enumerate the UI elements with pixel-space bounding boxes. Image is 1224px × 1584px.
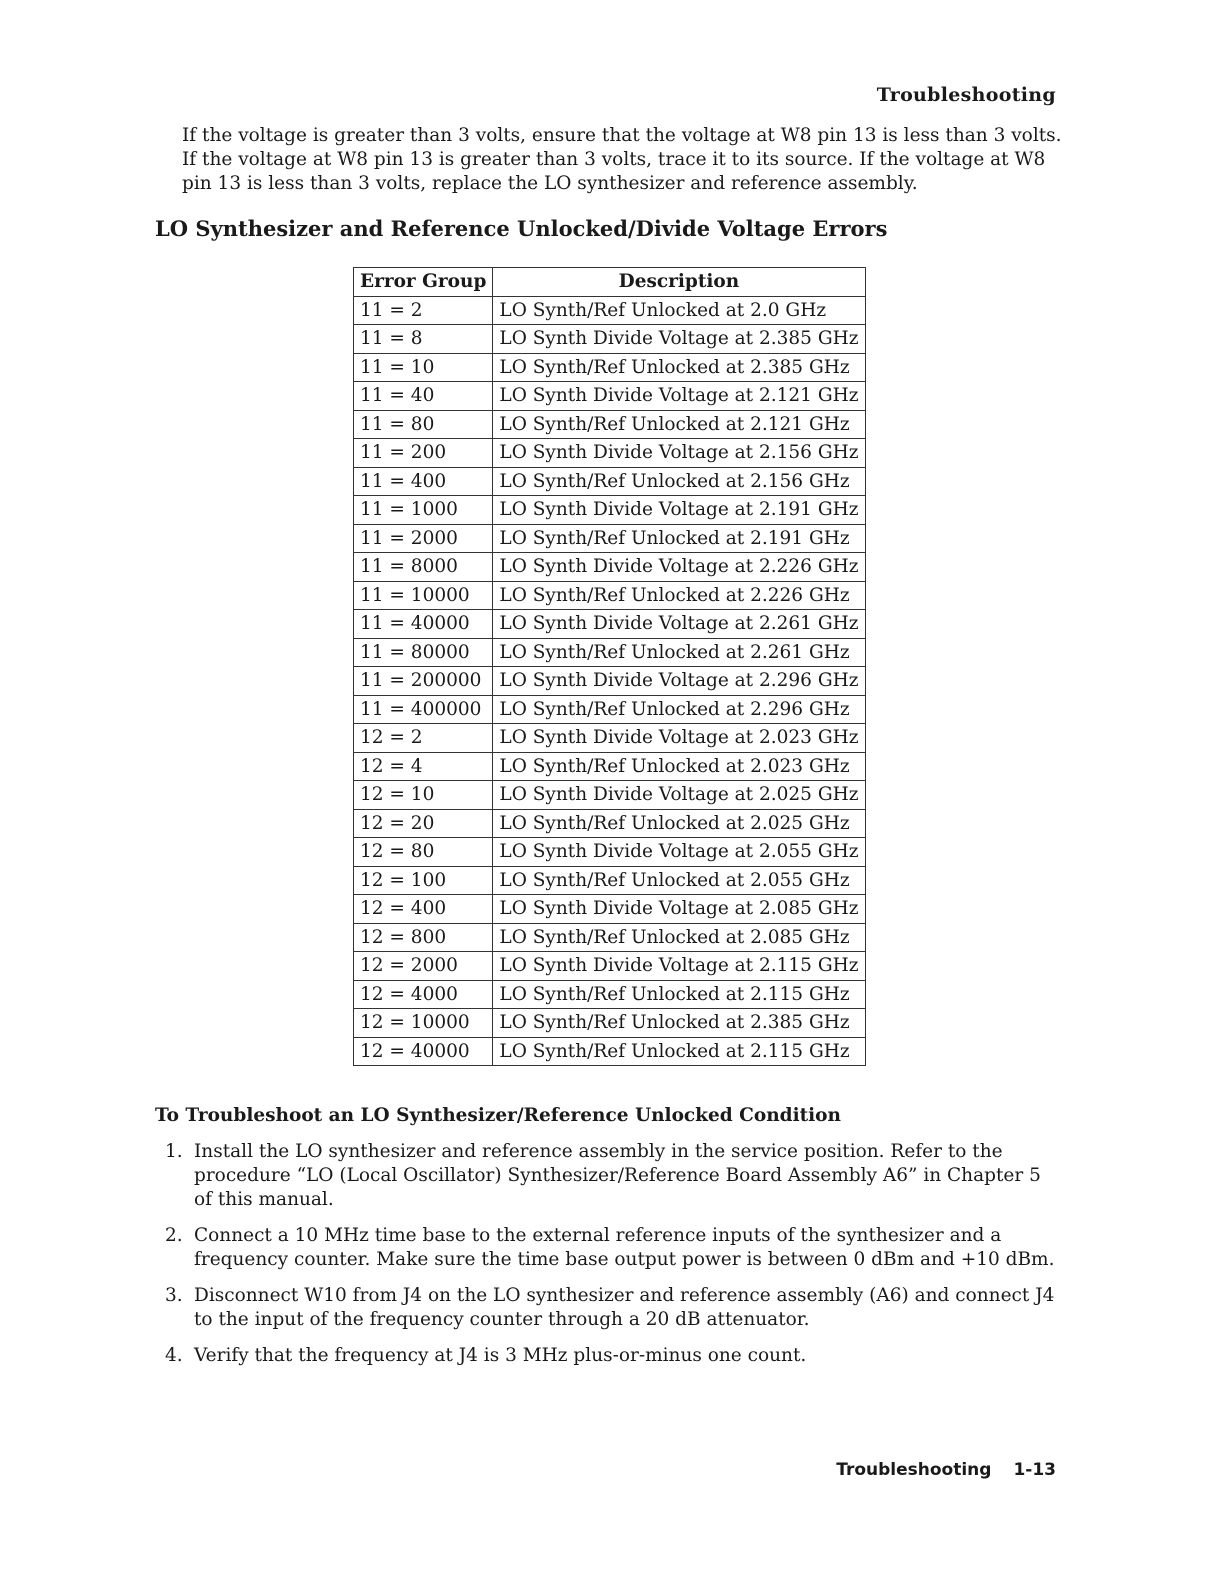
error-group-cell: 11 = 10000 (354, 581, 493, 610)
error-group-cell: 12 = 4 (354, 752, 493, 781)
table-row (354, 524, 866, 553)
table-row (354, 581, 866, 610)
error-group-cell: 11 = 1000 (354, 496, 493, 525)
description-cell: LO Synth Divide Voltage at 2.085 GHz (493, 895, 865, 924)
description-cell: LO Synth Divide Voltage at 2.115 GHz (493, 952, 865, 981)
table-row (354, 952, 866, 981)
table-row (354, 895, 866, 924)
error-group-cell: 11 = 2 (354, 296, 493, 325)
description-cell: LO Synth/Ref Unlocked at 2.296 GHz (493, 695, 865, 724)
error-group-header: Error Group (354, 268, 493, 297)
list-item (155, 1140, 1060, 1212)
step-text: Connect a 10 MHz time base to the external reference inputs of the synthesizer and a frequency counter. Make sure the time base output power is between 0 dBm and +10 dBm. (194, 1225, 1055, 1270)
description-cell: LO Synth/Ref Unlocked at 2.023 GHz (493, 752, 865, 781)
table-row (354, 1037, 866, 1066)
table-row (354, 781, 866, 810)
step-number: 3. (165, 1285, 183, 1306)
description-cell: LO Synth Divide Voltage at 2.385 GHz (493, 325, 865, 354)
error-group-cell: 12 = 20 (354, 809, 493, 838)
procedure-title: To Troubleshoot an LO Synthesizer/Reference Unlocked Condition (155, 1105, 841, 1126)
table-row (354, 467, 866, 496)
table-row (354, 866, 866, 895)
error-group-cell: 12 = 80 (354, 838, 493, 867)
error-group-cell: 11 = 2000 (354, 524, 493, 553)
table-row (354, 1009, 866, 1038)
error-group-cell: 11 = 40000 (354, 610, 493, 639)
error-group-cell: 11 = 8 (354, 325, 493, 354)
description-cell: LO Synth Divide Voltage at 2.261 GHz (493, 610, 865, 639)
table-row (354, 923, 866, 952)
error-group-table (353, 267, 866, 1066)
table-row (354, 838, 866, 867)
description-cell: LO Synth/Ref Unlocked at 2.115 GHz (493, 980, 865, 1009)
error-group-cell: 11 = 80000 (354, 638, 493, 667)
error-group-cell: 12 = 800 (354, 923, 493, 952)
description-cell: LO Synth Divide Voltage at 2.023 GHz (493, 724, 865, 753)
table-row (354, 980, 866, 1009)
description-cell: LO Synth Divide Voltage at 2.156 GHz (493, 439, 865, 468)
error-group-cell: 11 = 200 (354, 439, 493, 468)
step-text: Verify that the frequency at J4 is 3 MHz plus-or-minus one count. (194, 1345, 807, 1366)
list-item (155, 1284, 1060, 1332)
description-header: Description (493, 268, 865, 297)
error-group-cell: 11 = 40 (354, 382, 493, 411)
description-cell: LO Synth/Ref Unlocked at 2.025 GHz (493, 809, 865, 838)
table-row (354, 382, 866, 411)
error-group-cell: 12 = 40000 (354, 1037, 493, 1066)
description-cell: LO Synth/Ref Unlocked at 2.385 GHz (493, 353, 865, 382)
table-row (354, 724, 866, 753)
table-row (354, 638, 866, 667)
step-number: 1. (165, 1141, 183, 1162)
description-cell: LO Synth/Ref Unlocked at 2.191 GHz (493, 524, 865, 553)
table-header-row (354, 268, 866, 297)
table-row (354, 325, 866, 354)
table-row (354, 752, 866, 781)
description-cell: LO Synth Divide Voltage at 2.025 GHz (493, 781, 865, 810)
procedure-steps (155, 1140, 1060, 1380)
list-item (155, 1344, 1060, 1368)
table-row (354, 353, 866, 382)
table-row (354, 439, 866, 468)
description-cell: LO Synth/Ref Unlocked at 2.0 GHz (493, 296, 865, 325)
step-text: Install the LO synthesizer and reference assembly in the service position. Refer to the procedure “LO (Local Oscillator) Synthesizer/Reference Board Assembly A6” in Chapter 5 of this manual. (194, 1141, 1041, 1210)
step-number: 2. (165, 1225, 183, 1246)
error-group-cell: 12 = 100 (354, 866, 493, 895)
list-item (155, 1224, 1060, 1272)
description-cell: LO Synth/Ref Unlocked at 2.085 GHz (493, 923, 865, 952)
error-group-cell: 12 = 4000 (354, 980, 493, 1009)
error-group-cell: 12 = 2000 (354, 952, 493, 981)
table-row (354, 410, 866, 439)
table-row (354, 496, 866, 525)
description-cell: LO Synth/Ref Unlocked at 2.226 GHz (493, 581, 865, 610)
error-group-cell: 12 = 2 (354, 724, 493, 753)
step-text: Disconnect W10 from J4 on the LO synthesizer and reference assembly (A6) and connect J4 to the input of the frequency counter through a 20 dB attenuator. (194, 1285, 1055, 1330)
description-cell: LO Synth/Ref Unlocked at 2.385 GHz (493, 1009, 865, 1038)
step-number: 4. (165, 1345, 183, 1366)
running-header: Troubleshooting (876, 84, 1056, 106)
section-title: LO Synthesizer and Reference Unlocked/Divide Voltage Errors (155, 216, 888, 241)
error-group-cell: 11 = 400000 (354, 695, 493, 724)
page-footer (836, 1460, 1056, 1480)
error-group-cell: 11 = 80 (354, 410, 493, 439)
table-row (354, 667, 866, 696)
description-cell: LO Synth/Ref Unlocked at 2.156 GHz (493, 467, 865, 496)
error-group-cell: 11 = 10 (354, 353, 493, 382)
error-group-cell: 11 = 8000 (354, 553, 493, 582)
description-cell: LO Synth Divide Voltage at 2.191 GHz (493, 496, 865, 525)
table-row (354, 695, 866, 724)
error-group-cell: 11 = 200000 (354, 667, 493, 696)
description-cell: LO Synth Divide Voltage at 2.296 GHz (493, 667, 865, 696)
error-group-cell: 12 = 400 (354, 895, 493, 924)
page-number: 1-13 (1013, 1460, 1056, 1480)
description-cell: LO Synth/Ref Unlocked at 2.261 GHz (493, 638, 865, 667)
error-table-body (354, 296, 866, 1066)
error-group-cell: 12 = 10000 (354, 1009, 493, 1038)
table-row (354, 809, 866, 838)
table-row (354, 610, 866, 639)
description-cell: LO Synth/Ref Unlocked at 2.115 GHz (493, 1037, 865, 1066)
description-cell: LO Synth Divide Voltage at 2.055 GHz (493, 838, 865, 867)
description-cell: LO Synth/Ref Unlocked at 2.121 GHz (493, 410, 865, 439)
table-row (354, 553, 866, 582)
description-cell: LO Synth Divide Voltage at 2.226 GHz (493, 553, 865, 582)
description-cell: LO Synth Divide Voltage at 2.121 GHz (493, 382, 865, 411)
error-group-cell: 12 = 10 (354, 781, 493, 810)
table-row (354, 296, 866, 325)
intro-paragraph: If the voltage is greater than 3 volts, ensure that the voltage at W8 pin 13 is less than 3 volts. If the voltage at W8 pin 13 is greater than 3 volts, trace it to its source. If the voltage at W8 pin 13 is less than 3 volts, replace the LO synthesizer and reference assembly. (182, 125, 1062, 194)
error-group-cell: 11 = 400 (354, 467, 493, 496)
footer-section: Troubleshooting (836, 1460, 992, 1480)
description-cell: LO Synth/Ref Unlocked at 2.055 GHz (493, 866, 865, 895)
